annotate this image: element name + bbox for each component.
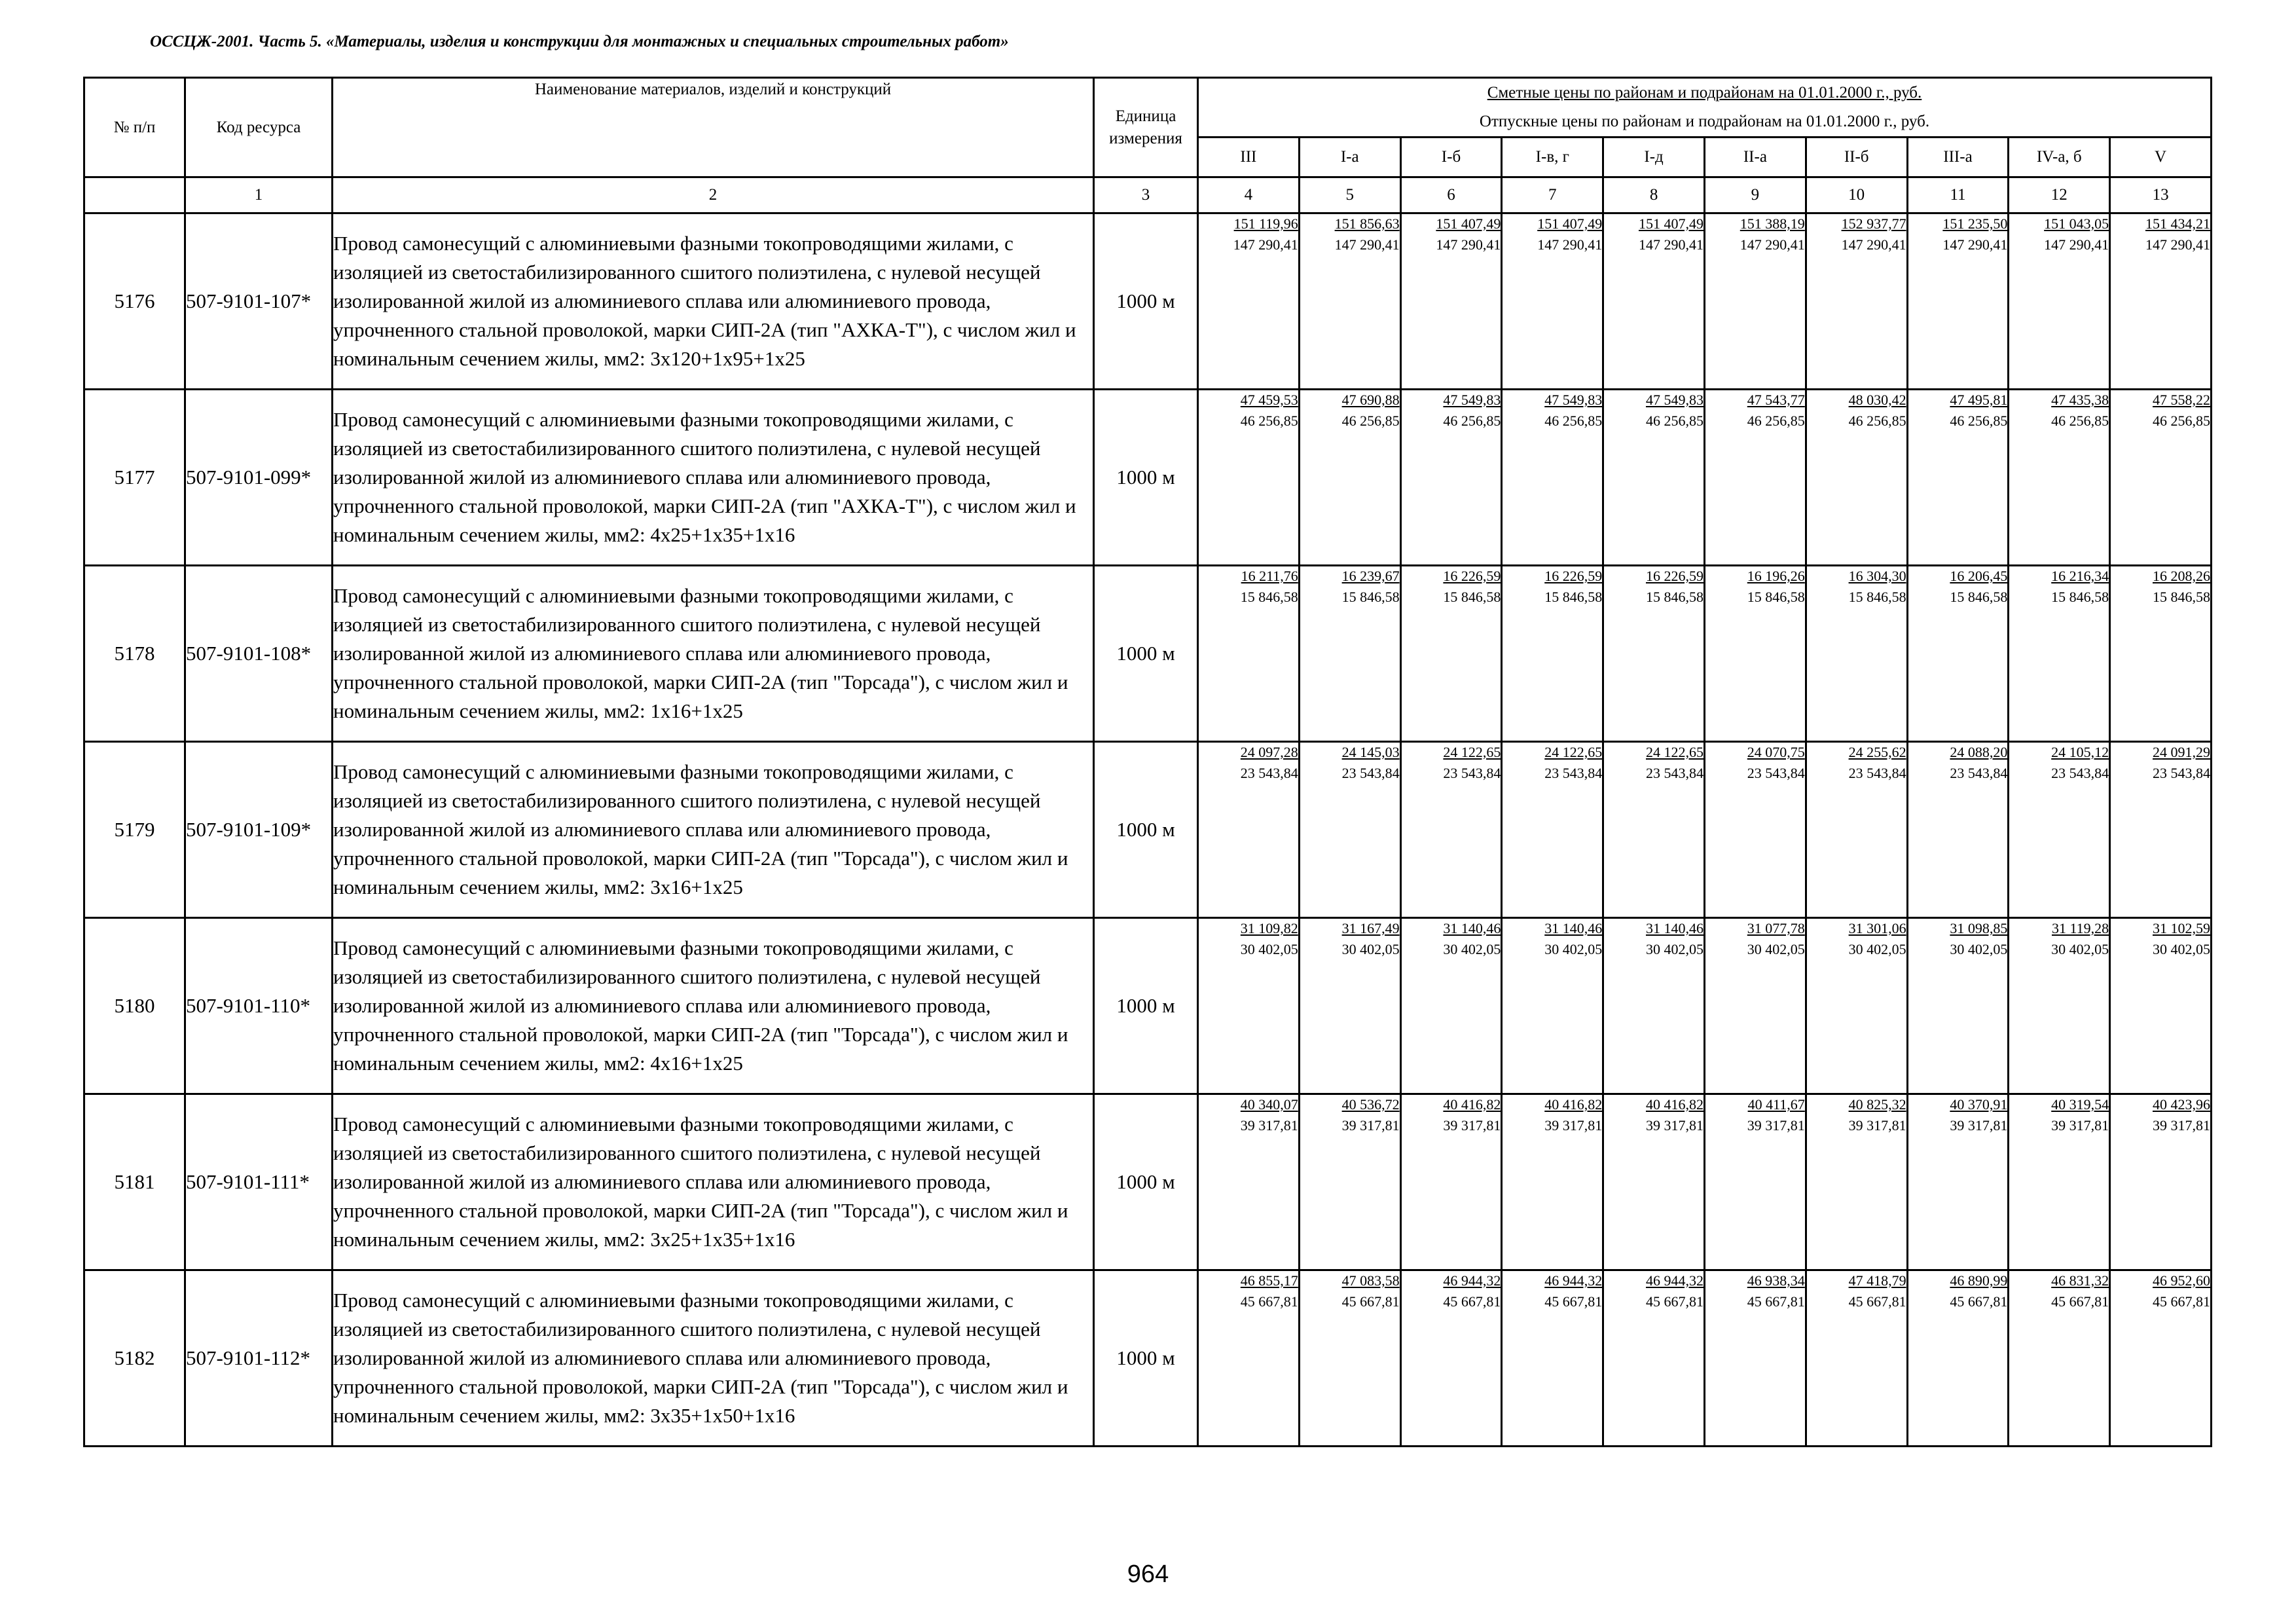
- price-cell: [1502, 213, 1603, 390]
- estimate-price: 47 549,83: [1645, 392, 1704, 408]
- row-number: 5179: [84, 742, 185, 918]
- estimate-price: 31 119,28: [2051, 920, 2109, 936]
- release-price: 45 667,81: [1443, 1293, 1501, 1310]
- price-cell: [1806, 213, 1907, 390]
- price-cell: [1400, 390, 1502, 566]
- estimate-price: 151 434,21: [2145, 215, 2210, 232]
- release-price: 46 256,85: [1747, 413, 1805, 429]
- release-price: 30 402,05: [1544, 941, 1603, 957]
- estimate-price: 24 105,12: [2051, 744, 2109, 760]
- region-header: III-а: [1907, 138, 2009, 177]
- row-number: 5178: [84, 566, 185, 742]
- release-price: 46 256,85: [1645, 413, 1704, 429]
- release-price: 15 846,58: [2152, 589, 2210, 605]
- estimate-price: 24 091,29: [2152, 744, 2210, 760]
- release-price: 147 290,41: [1638, 236, 1704, 253]
- estimate-price: 16 226,59: [1645, 568, 1704, 584]
- estimate-price: 40 411,67: [1747, 1096, 1805, 1113]
- price-cell: [1704, 1270, 1806, 1447]
- header-num: № п/п: [84, 78, 185, 177]
- price-cell: [1704, 566, 1806, 742]
- estimate-price: 24 122,65: [1645, 744, 1704, 760]
- estimate-price: 31 140,46: [1544, 920, 1603, 936]
- material-name: Провод самонесущий с алюминиевыми фазными токопроводящими жилами, с изоляцией из светостабилизированного сшитого полиэтилена, с нулевой несущей изолированной жилой из алюминиевого сплава или алюминиевого провода, упрочненного стальной проволокой, марки СИП-2А (тип "АХКА-Т"), с числом жил и номинальным сечением жилы, мм2: 4х25+1х35+1х16: [333, 390, 1094, 566]
- region-header: I-в, г: [1502, 138, 1603, 177]
- estimate-price: 151 407,49: [1537, 215, 1603, 232]
- estimate-price: 47 418,79: [1848, 1272, 1906, 1289]
- price-cell: [2009, 1094, 2110, 1270]
- price-table: [83, 77, 2212, 1447]
- region-header: II-а: [1704, 138, 1806, 177]
- estimate-price: 31 140,46: [1645, 920, 1704, 936]
- release-price: 30 402,05: [1443, 941, 1501, 957]
- table-row: [84, 742, 2212, 918]
- estimate-price: 24 122,65: [1443, 744, 1501, 760]
- release-price: 39 317,81: [1341, 1117, 1400, 1134]
- estimate-price: 46 890,99: [1950, 1272, 2008, 1289]
- column-number-cell: 9: [1704, 177, 1806, 213]
- estimate-price: 46 952,60: [2152, 1272, 2210, 1289]
- material-name: Провод самонесущий с алюминиевыми фазными токопроводящими жилами, с изоляцией из светостабилизированного сшитого полиэтилена, с нулевой несущей изолированной жилой из алюминиевого сплава или алюминиевого провода, упрочненного стальной проволокой, марки СИП-2А (тип "Торсада"), с числом жил и номинальным сечением жилы, мм2: 3х35+1х50+1х16: [333, 1270, 1094, 1447]
- price-cell: [2110, 390, 2212, 566]
- release-price: 30 402,05: [1341, 941, 1400, 957]
- unit-of-measure: 1000 м: [1094, 918, 1198, 1094]
- price-cell: [1502, 1094, 1603, 1270]
- resource-code: 507-9101-107*: [185, 213, 333, 390]
- release-price: 39 317,81: [2152, 1117, 2210, 1134]
- price-cell: [1198, 1094, 1300, 1270]
- release-price: 39 317,81: [1747, 1117, 1805, 1134]
- estimate-price: 47 690,88: [1341, 392, 1400, 408]
- release-price: 15 846,58: [1240, 589, 1298, 605]
- resource-code: 507-9101-112*: [185, 1270, 333, 1447]
- column-number-cell: 10: [1806, 177, 1907, 213]
- estimate-price: 46 944,32: [1443, 1272, 1501, 1289]
- price-cell: [1400, 566, 1502, 742]
- estimate-price: 24 097,28: [1240, 744, 1298, 760]
- estimate-price: 47 435,38: [2051, 392, 2109, 408]
- price-cell: [1400, 1270, 1502, 1447]
- price-cell: [1704, 918, 1806, 1094]
- release-price: 45 667,81: [1747, 1293, 1805, 1310]
- estimate-price: 47 549,83: [1544, 392, 1603, 408]
- header-prices: [1198, 78, 2212, 138]
- estimate-price: 40 825,32: [1848, 1096, 1906, 1113]
- column-number-cell: 13: [2110, 177, 2212, 213]
- estimate-price: 151 407,49: [1638, 215, 1704, 232]
- estimate-price: 151 856,63: [1334, 215, 1400, 232]
- price-cell: [1806, 742, 1907, 918]
- estimate-price: 16 239,67: [1341, 568, 1400, 584]
- price-cell: [1400, 1094, 1502, 1270]
- row-number: 5181: [84, 1094, 185, 1270]
- table-row: [84, 918, 2212, 1094]
- estimate-price: 48 030,42: [1848, 392, 1906, 408]
- estimate-price: 151 043,05: [2044, 215, 2109, 232]
- price-cell: [2110, 566, 2212, 742]
- release-price: 45 667,81: [1645, 1293, 1704, 1310]
- price-cell: [1603, 1270, 1705, 1447]
- release-price: 15 846,58: [1443, 589, 1501, 605]
- price-cell: [2009, 918, 2110, 1094]
- estimate-price: 46 855,17: [1240, 1272, 1298, 1289]
- release-price: 30 402,05: [1645, 941, 1704, 957]
- price-cell: [1806, 1270, 1907, 1447]
- header-price-release: Отпускные цены по районам и подрайонам на 01.01.2000 г., руб.: [1479, 113, 1930, 130]
- material-name: Провод самонесущий с алюминиевыми фазными токопроводящими жилами, с изоляцией из светостабилизированного сшитого полиэтилена, с нулевой несущей изолированной жилой из алюминиевого сплава или алюминиевого провода, упрочненного стальной проволокой, марки СИП-2А (тип "АХКА-Т"), с числом жил и номинальным сечением жилы, мм2: 3х120+1х95+1х25: [333, 213, 1094, 390]
- price-cell: [1502, 566, 1603, 742]
- price-cell: [1299, 1270, 1400, 1447]
- release-price: 46 256,85: [1848, 413, 1906, 429]
- release-price: 30 402,05: [1848, 941, 1906, 957]
- material-name: Провод самонесущий с алюминиевыми фазными токопроводящими жилами, с изоляцией из светостабилизированного сшитого полиэтилена, с нулевой несущей изолированной жилой из алюминиевого сплава или алюминиевого провода, упрочненного стальной проволокой, марки СИП-2А (тип "Торсада"), с числом жил и номинальным сечением жилы, мм2: 3х25+1х35+1х16: [333, 1094, 1094, 1270]
- price-cell: [1704, 213, 1806, 390]
- release-price: 23 543,84: [1240, 765, 1298, 781]
- release-price: 23 543,84: [1645, 765, 1704, 781]
- price-cell: [2009, 390, 2110, 566]
- estimate-price: 151 235,50: [1942, 215, 2008, 232]
- region-header: IV-а, б: [2009, 138, 2110, 177]
- price-cell: [1806, 390, 1907, 566]
- estimate-price: 16 211,76: [1241, 568, 1298, 584]
- price-cell: [1502, 1270, 1603, 1447]
- table-row: [84, 1094, 2212, 1270]
- region-header: II-б: [1806, 138, 1907, 177]
- column-number-cell: 4: [1198, 177, 1300, 213]
- price-cell: [1299, 918, 1400, 1094]
- release-price: 23 543,84: [1950, 765, 2008, 781]
- estimate-price: 47 543,77: [1747, 392, 1805, 408]
- release-price: 23 543,84: [2152, 765, 2210, 781]
- price-cell: [1502, 918, 1603, 1094]
- release-price: 15 846,58: [1848, 589, 1906, 605]
- price-cell: [1299, 1094, 1400, 1270]
- price-cell: [1299, 390, 1400, 566]
- row-number: 5182: [84, 1270, 185, 1447]
- table-row: [84, 213, 2212, 390]
- release-price: 46 256,85: [2051, 413, 2109, 429]
- price-cell: [1806, 566, 1907, 742]
- resource-code: 507-9101-111*: [185, 1094, 333, 1270]
- column-number-cell: 2: [333, 177, 1094, 213]
- release-price: 23 543,84: [1747, 765, 1805, 781]
- estimate-price: 40 423,96: [2152, 1096, 2210, 1113]
- estimate-price: 40 416,82: [1645, 1096, 1704, 1113]
- release-price: 30 402,05: [1747, 941, 1805, 957]
- price-cell: [1198, 213, 1300, 390]
- unit-of-measure: 1000 м: [1094, 566, 1198, 742]
- table-row: [84, 390, 2212, 566]
- release-price: 23 543,84: [1341, 765, 1400, 781]
- material-name: Провод самонесущий с алюминиевыми фазными токопроводящими жилами, с изоляцией из светостабилизированного сшитого полиэтилена, с нулевой несущей изолированной жилой из алюминиевого сплава или алюминиевого провода, упрочненного стальной проволокой, марки СИП-2А (тип "Торсада"), с числом жил и номинальным сечением жилы, мм2: 3х16+1х25: [333, 742, 1094, 918]
- price-cell: [1400, 213, 1502, 390]
- region-header: I-а: [1299, 138, 1400, 177]
- region-header: I-д: [1603, 138, 1705, 177]
- document-header-title: ОССЦЖ-2001. Часть 5. «Материалы, изделия и конструкции для монтажных и специальных строительных работ»: [150, 33, 1009, 50]
- row-number: 5180: [84, 918, 185, 1094]
- release-price: 147 290,41: [1942, 236, 2008, 253]
- estimate-price: 31 098,85: [1950, 920, 2008, 936]
- estimate-price: 40 536,72: [1341, 1096, 1400, 1113]
- estimate-price: 24 122,65: [1544, 744, 1603, 760]
- header-unit: Единица измерения: [1094, 78, 1198, 177]
- release-price: 147 290,41: [1740, 236, 1805, 253]
- estimate-price: 24 145,03: [1341, 744, 1400, 760]
- price-cell: [1299, 742, 1400, 918]
- price-cell: [1907, 566, 2009, 742]
- release-price: 39 317,81: [1443, 1117, 1501, 1134]
- price-cell: [1198, 918, 1300, 1094]
- release-price: 46 256,85: [1240, 413, 1298, 429]
- estimate-price: 46 944,32: [1544, 1272, 1603, 1289]
- estimate-price: 151 388,19: [1740, 215, 1805, 232]
- header-name: Наименование материалов, изделий и конструкций: [333, 78, 1094, 177]
- release-price: 147 290,41: [2145, 236, 2210, 253]
- region-header: V: [2110, 138, 2212, 177]
- release-price: 147 290,41: [1537, 236, 1603, 253]
- price-cell: [1198, 566, 1300, 742]
- release-price: 15 846,58: [1747, 589, 1805, 605]
- release-price: 15 846,58: [1341, 589, 1400, 605]
- unit-of-measure: 1000 м: [1094, 213, 1198, 390]
- price-cell: [1400, 742, 1502, 918]
- price-cell: [2110, 918, 2212, 1094]
- estimate-price: 31 140,46: [1443, 920, 1501, 936]
- estimate-price: 46 831,32: [2051, 1272, 2109, 1289]
- release-price: 30 402,05: [1240, 941, 1298, 957]
- release-price: 147 290,41: [1841, 236, 1906, 253]
- resource-code: 507-9101-110*: [185, 918, 333, 1094]
- table-body: [84, 213, 2212, 1447]
- resource-code: 507-9101-099*: [185, 390, 333, 566]
- estimate-price: 16 216,34: [2051, 568, 2109, 584]
- release-price: 46 256,85: [2152, 413, 2210, 429]
- price-cell: [1603, 918, 1705, 1094]
- release-price: 30 402,05: [1950, 941, 2008, 957]
- release-price: 30 402,05: [2152, 941, 2210, 957]
- price-cell: [1299, 566, 1400, 742]
- release-price: 39 317,81: [1848, 1117, 1906, 1134]
- estimate-price: 151 119,96: [1233, 215, 1298, 232]
- price-cell: [1907, 742, 2009, 918]
- column-number-cell: [84, 177, 185, 213]
- release-price: 45 667,81: [1950, 1293, 2008, 1310]
- release-price: 39 317,81: [1950, 1117, 2008, 1134]
- release-price: 147 290,41: [1436, 236, 1501, 253]
- estimate-price: 47 459,53: [1240, 392, 1298, 408]
- price-cell: [2009, 213, 2110, 390]
- estimate-price: 46 944,32: [1645, 1272, 1704, 1289]
- price-cell: [1502, 390, 1603, 566]
- price-cell: [1603, 1094, 1705, 1270]
- estimate-price: 16 226,59: [1443, 568, 1501, 584]
- column-number-cell: 1: [185, 177, 333, 213]
- release-price: 46 256,85: [1950, 413, 2008, 429]
- release-price: 15 846,58: [1645, 589, 1704, 605]
- price-cell: [2110, 742, 2212, 918]
- unit-of-measure: 1000 м: [1094, 742, 1198, 918]
- estimate-price: 47 558,22: [2152, 392, 2210, 408]
- price-cell: [1198, 390, 1300, 566]
- price-cell: [1704, 1094, 1806, 1270]
- price-cell: [2110, 1094, 2212, 1270]
- release-price: 15 846,58: [1544, 589, 1603, 605]
- release-price: 15 846,58: [2051, 589, 2109, 605]
- price-cell: [2009, 566, 2110, 742]
- header-code: Код ресурса: [185, 78, 333, 177]
- unit-of-measure: 1000 м: [1094, 1270, 1198, 1447]
- release-price: 45 667,81: [1341, 1293, 1400, 1310]
- table-row: [84, 1270, 2212, 1447]
- release-price: 23 543,84: [1848, 765, 1906, 781]
- estimate-price: 31 077,78: [1747, 920, 1805, 936]
- estimate-price: 47 083,58: [1341, 1272, 1400, 1289]
- release-price: 39 317,81: [1240, 1117, 1298, 1134]
- page-number: 964: [1127, 1560, 1169, 1588]
- header-price-estimate: Сметные цены по районам и подрайонам на 01.01.2000 г., руб.: [1487, 84, 1922, 101]
- region-header: I-б: [1400, 138, 1502, 177]
- release-price: 45 667,81: [1848, 1293, 1906, 1310]
- estimate-price: 24 255,62: [1848, 744, 1906, 760]
- price-cell: [1502, 742, 1603, 918]
- price-cell: [2009, 1270, 2110, 1447]
- price-cell: [2110, 1270, 2212, 1447]
- column-number-cell: 11: [1907, 177, 2009, 213]
- column-number-cell: 7: [1502, 177, 1603, 213]
- price-cell: [2009, 742, 2110, 918]
- estimate-price: 31 102,59: [2152, 920, 2210, 936]
- price-cell: [1704, 742, 1806, 918]
- column-number-cell: 8: [1603, 177, 1705, 213]
- price-cell: [1907, 1270, 2009, 1447]
- resource-code: 507-9101-109*: [185, 742, 333, 918]
- price-cell: [1806, 1094, 1907, 1270]
- estimate-price: 16 196,26: [1747, 568, 1805, 584]
- price-cell: [1806, 918, 1907, 1094]
- estimate-price: 31 301,06: [1848, 920, 1906, 936]
- estimate-price: 16 304,30: [1848, 568, 1906, 584]
- estimate-price: 40 319,54: [2051, 1096, 2109, 1113]
- estimate-price: 40 416,82: [1443, 1096, 1501, 1113]
- estimate-price: 24 070,75: [1747, 744, 1805, 760]
- price-cell: [1907, 918, 2009, 1094]
- estimate-price: 40 416,82: [1544, 1096, 1603, 1113]
- estimate-price: 152 937,77: [1841, 215, 1906, 232]
- price-cell: [1907, 390, 2009, 566]
- release-price: 30 402,05: [2051, 941, 2109, 957]
- resource-code: 507-9101-108*: [185, 566, 333, 742]
- estimate-price: 31 109,82: [1240, 920, 1298, 936]
- estimate-price: 46 938,34: [1747, 1272, 1805, 1289]
- release-price: 45 667,81: [1544, 1293, 1603, 1310]
- estimate-price: 40 340,07: [1240, 1096, 1298, 1113]
- release-price: 39 317,81: [1645, 1117, 1704, 1134]
- price-cell: [1299, 213, 1400, 390]
- release-price: 45 667,81: [1240, 1293, 1298, 1310]
- price-cell: [1907, 1094, 2009, 1270]
- release-price: 147 290,41: [1233, 236, 1298, 253]
- price-cell: [1603, 213, 1705, 390]
- price-cell: [1907, 213, 2009, 390]
- estimate-price: 24 088,20: [1950, 744, 2008, 760]
- price-cell: [1198, 1270, 1300, 1447]
- release-price: 46 256,85: [1443, 413, 1501, 429]
- release-price: 147 290,41: [1334, 236, 1400, 253]
- estimate-price: 31 167,49: [1341, 920, 1400, 936]
- release-price: 23 543,84: [1443, 765, 1501, 781]
- column-number-cell: 12: [2009, 177, 2110, 213]
- release-price: 15 846,58: [1950, 589, 2008, 605]
- estimate-price: 16 208,26: [2152, 568, 2210, 584]
- table-row: [84, 566, 2212, 742]
- material-name: Провод самонесущий с алюминиевыми фазными токопроводящими жилами, с изоляцией из светостабилизированного сшитого полиэтилена, с нулевой несущей изолированной жилой из алюминиевого сплава или алюминиевого провода, упрочненного стальной проволокой, марки СИП-2А (тип "Торсада"), с числом жил и номинальным сечением жилы, мм2: 4х16+1х25: [333, 918, 1094, 1094]
- row-number: 5177: [84, 390, 185, 566]
- estimate-price: 16 206,45: [1950, 568, 2008, 584]
- column-number-cell: 3: [1094, 177, 1198, 213]
- release-price: 39 317,81: [1544, 1117, 1603, 1134]
- price-cell: [1198, 742, 1300, 918]
- price-cell: [2110, 213, 2212, 390]
- release-price: 147 290,41: [2044, 236, 2109, 253]
- release-price: 46 256,85: [1544, 413, 1603, 429]
- release-price: 46 256,85: [1341, 413, 1400, 429]
- release-price: 39 317,81: [2051, 1117, 2109, 1134]
- unit-of-measure: 1000 м: [1094, 1094, 1198, 1270]
- release-price: 45 667,81: [2051, 1293, 2109, 1310]
- price-cell: [1704, 390, 1806, 566]
- price-cell: [1400, 918, 1502, 1094]
- price-cell: [1603, 390, 1705, 566]
- estimate-price: 40 370,91: [1950, 1096, 2008, 1113]
- price-cell: [1603, 742, 1705, 918]
- column-number-cell: 5: [1299, 177, 1400, 213]
- price-cell: [1603, 566, 1705, 742]
- region-header: III: [1198, 138, 1300, 177]
- estimate-price: 47 495,81: [1950, 392, 2008, 408]
- row-number: 5176: [84, 213, 185, 390]
- release-price: 23 543,84: [1544, 765, 1603, 781]
- estimate-price: 16 226,59: [1544, 568, 1603, 584]
- release-price: 23 543,84: [2051, 765, 2109, 781]
- unit-of-measure: 1000 м: [1094, 390, 1198, 566]
- column-number-cell: 6: [1400, 177, 1502, 213]
- estimate-price: 47 549,83: [1443, 392, 1501, 408]
- estimate-price: 151 407,49: [1436, 215, 1501, 232]
- release-price: 45 667,81: [2152, 1293, 2210, 1310]
- column-number-row: [84, 177, 2212, 213]
- material-name: Провод самонесущий с алюминиевыми фазными токопроводящими жилами, с изоляцией из светостабилизированного сшитого полиэтилена, с нулевой несущей изолированной жилой из алюминиевого сплава или алюминиевого провода, упрочненного стальной проволокой, марки СИП-2А (тип "Торсада"), с числом жил и номинальным сечением жилы, мм2: 1х16+1х25: [333, 566, 1094, 742]
